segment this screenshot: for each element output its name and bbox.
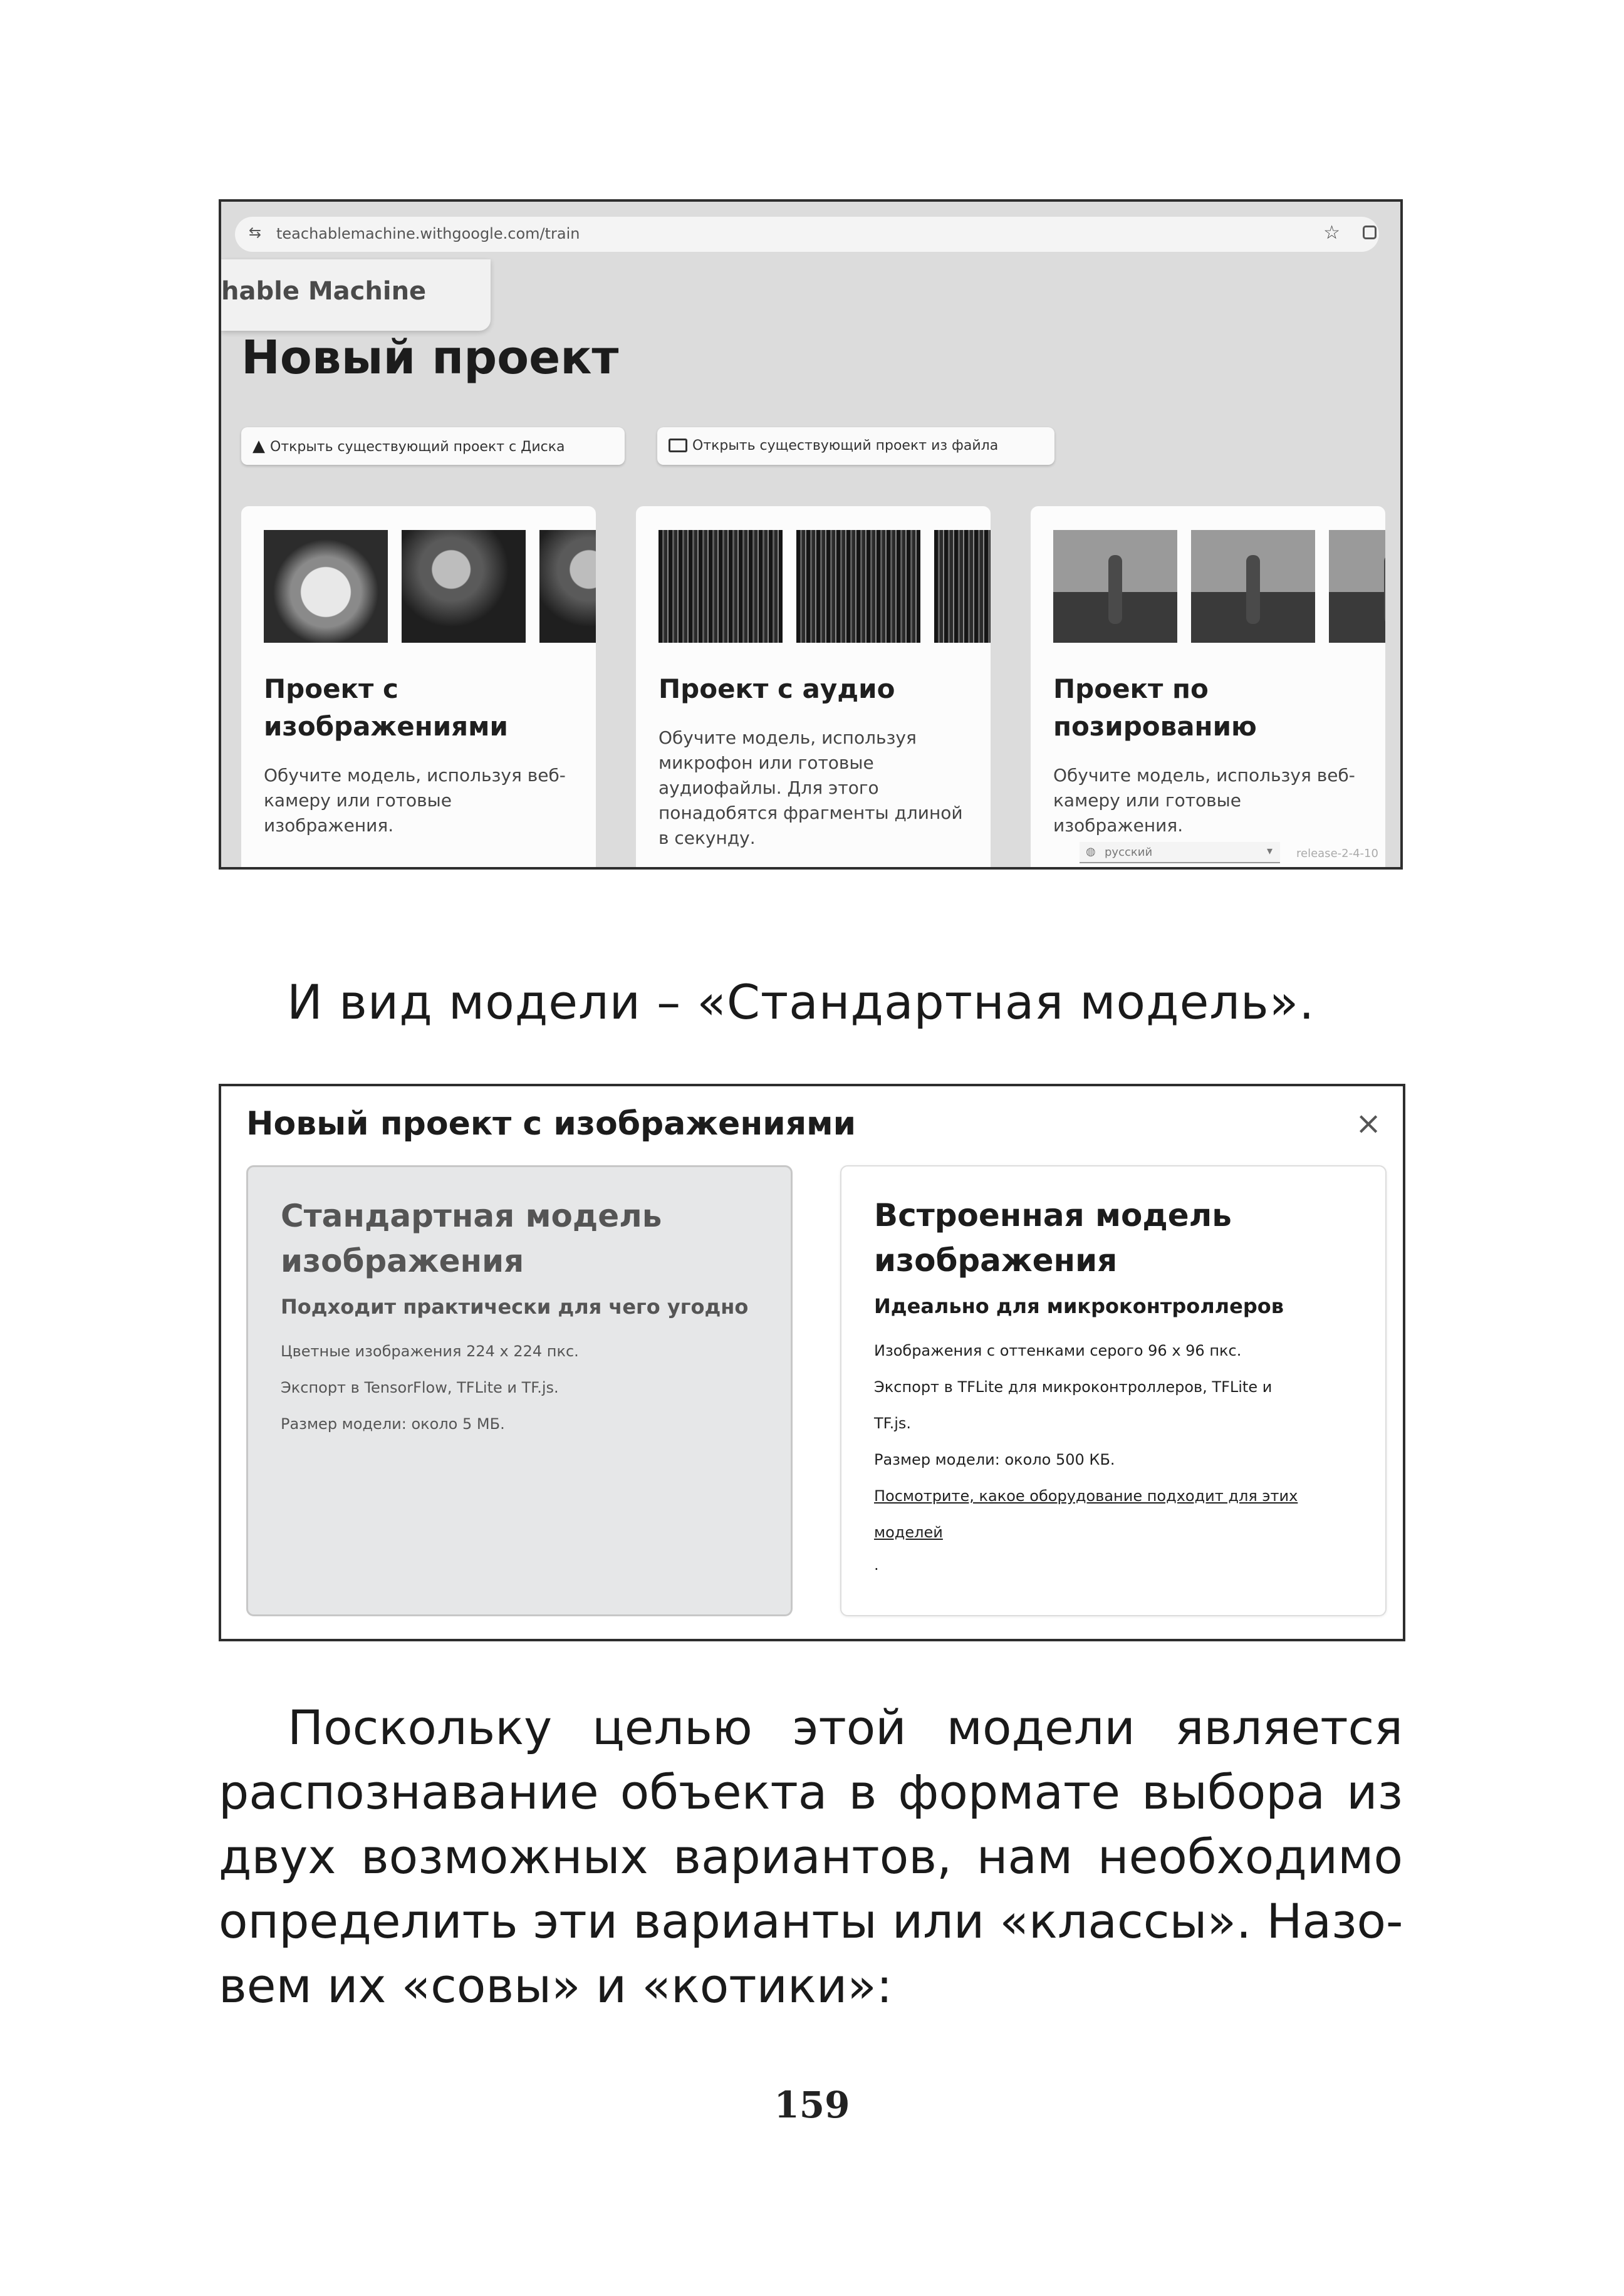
bookmark-star-icon[interactable]: ☆ xyxy=(1323,222,1340,244)
option-detail: Изображения с оттенками серого 96 х 96 пкс. xyxy=(874,1342,1242,1359)
thumbnail-image xyxy=(402,530,526,643)
hardware-link[interactable]: Посмотрите, какое оборудование подходит для этих xyxy=(874,1487,1298,1505)
option-subtitle: Подходит практически для чего угодно xyxy=(281,1295,749,1319)
card-description: Обучите модель, используя веб-камеру или готовые изображения. xyxy=(1053,765,1355,836)
card-title: Проект с изображениями xyxy=(264,673,508,742)
standard-model-option[interactable] xyxy=(246,1165,793,1616)
thumbnail-pose xyxy=(1053,530,1177,643)
open-from-file-button[interactable] xyxy=(657,427,1054,465)
card-title: Проект по позированию xyxy=(1053,673,1257,742)
teachable-machine-screenshot xyxy=(219,199,1403,870)
option-detail: Размер модели: около 5 МБ. xyxy=(281,1415,505,1433)
language-select[interactable] xyxy=(1080,842,1280,863)
thumbnail-image xyxy=(264,530,388,643)
body-paragraph xyxy=(219,1695,1403,2018)
trailing-period: . xyxy=(874,1556,879,1574)
thumbnail-pose xyxy=(1329,530,1385,643)
model-type-dialog xyxy=(219,1084,1405,1641)
chevron-down-icon: ▾ xyxy=(1266,844,1273,858)
card-pose-project[interactable] xyxy=(1031,506,1385,870)
body-line: определить эти варианты или «классы». Назо- xyxy=(219,1893,1403,1949)
option-detail: Цветные изображения 224 х 224 пкс. xyxy=(281,1343,579,1360)
option-detail: Экспорт в TFLite для микроконтроллеров, TFLite и xyxy=(874,1378,1273,1396)
option-title: Стандартная модель изображения xyxy=(281,1198,662,1279)
card-description: Обучите модель, используя веб-камеру или готовые изображения. xyxy=(264,765,566,836)
open-from-drive-button[interactable] xyxy=(241,427,625,465)
thumbnail-spectrogram xyxy=(934,530,991,643)
brand-name: hable Machine xyxy=(221,277,427,306)
extensions-icon[interactable] xyxy=(1363,226,1377,239)
google-drive-icon: ▲ xyxy=(252,437,265,455)
card-title: Проект с аудио xyxy=(658,673,895,704)
body-line: Поскольку целью этой модели является xyxy=(288,1700,1403,1755)
body-line: вем их «совы» и «котики»: xyxy=(219,1958,893,2013)
language-value: русский xyxy=(1105,846,1153,859)
dialog-title: Новый проект с изображениями xyxy=(246,1105,856,1143)
open-from-drive-label: Открыть существующий проект с Диска xyxy=(270,439,565,455)
card-image-project[interactable] xyxy=(241,506,596,870)
thumbnail-pose xyxy=(1191,530,1315,643)
url-text: teachablemachine.withgoogle.com/train xyxy=(276,225,580,242)
brand-header xyxy=(221,259,491,331)
release-version: release-2-4-10 xyxy=(1296,847,1378,860)
close-icon[interactable]: × xyxy=(1355,1105,1382,1141)
card-audio-project[interactable] xyxy=(636,506,991,870)
option-title: Встроенная модель изображения xyxy=(874,1197,1232,1279)
thumbnail-image xyxy=(539,530,596,643)
body-line: двух возможных вариантов, нам необходимо xyxy=(219,1829,1403,1884)
embedded-model-option[interactable] xyxy=(840,1165,1387,1616)
option-detail: TF.js. xyxy=(874,1415,912,1432)
hardware-link-cont[interactable]: моделей xyxy=(874,1524,943,1541)
body-line: распознавание объекта в формате выбора из xyxy=(219,1764,1403,1820)
option-detail: Экспорт в TensorFlow, TFLite и TF.js. xyxy=(281,1379,559,1396)
page-title: Новый проект xyxy=(241,331,619,385)
site-settings-icon[interactable]: ⇆ xyxy=(249,224,262,241)
page-number: 159 xyxy=(774,2084,850,2126)
card-description: Обучите модель, используя микрофон или готовые аудиофайлы. Для этого понадобятся фрагменты длиной в секунду. xyxy=(658,727,963,848)
folder-icon xyxy=(669,439,687,452)
option-detail: Размер модели: около 500 КБ. xyxy=(874,1451,1115,1468)
thumbnail-spectrogram xyxy=(658,530,783,643)
thumbnail-spectrogram xyxy=(796,530,920,643)
open-from-file-label: Открыть существующий проект из файла xyxy=(692,438,999,454)
option-subtitle: Идеально для микроконтроллеров xyxy=(874,1294,1284,1318)
intro-sentence: И вид модели – «Стандартная модель». xyxy=(287,974,1315,1030)
globe-icon: ◍ xyxy=(1086,845,1096,858)
address-bar[interactable] xyxy=(235,217,1379,252)
